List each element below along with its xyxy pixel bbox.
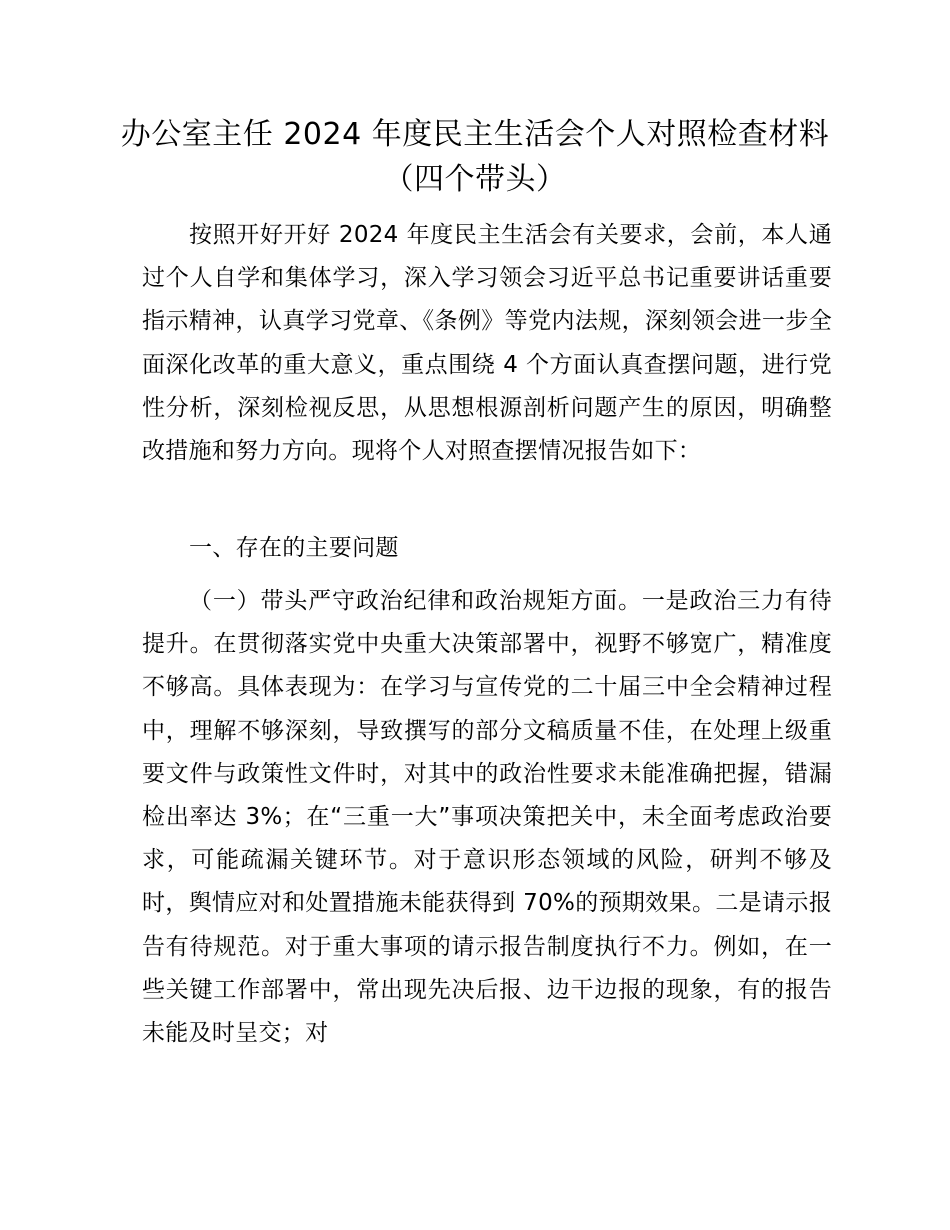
subsection-paragraph: （一）带头严守政治纪律和政治规矩方面。一是政治三力有待提升。在贯彻落实党中央重大决策部署中，视野不够宽广，精准度不够高。具体表现为：在学习与宣传党的二十届三中全会精神过程中，理解不够深刻，导致撰写的部分文稿质量不佳，在处理上级重要文件与政策性文件时，对其中的政治性要求未能准确把握，错漏检出率达 3%；在“三重一大”事项决策把关中，未全面考虑政治要求，可能疏漏关键环节。对于意识形态领域的风险，研判不够及时，舆情应对和处置措施未能获得到 70%的预期效果。二是请示报告有待规范。对于重大事项的请示报告制度执行不力。例如，在一些关键工作部署中，常出现先决后报、边干边报的现象，有的报告未能及时呈交；对	[142, 588, 832, 1047]
section-heading: 一、存在的主要问题	[189, 535, 399, 561]
document-title: 办公室主任 2024 年度民主生活会个人对照检查材料（四个带头）	[120, 117, 830, 197]
intro-paragraph: 按照开好开好 2024 年度民主生活会有关要求，会前，本人通过个人自学和集体学习，深入学习领会习近平总书记重要讲话重要指示精神，认真学习党章、《条例》等党内法规，深刻领会进一步全面深化改革的重大意义，重点围绕 4 个方面认真查摆问题，进行党性分析，深刻检视反思，从思想根源剖析问题产生的原因，明确整改措施和努力方向。现将个人对照查摆情况报告如下：	[142, 222, 832, 465]
